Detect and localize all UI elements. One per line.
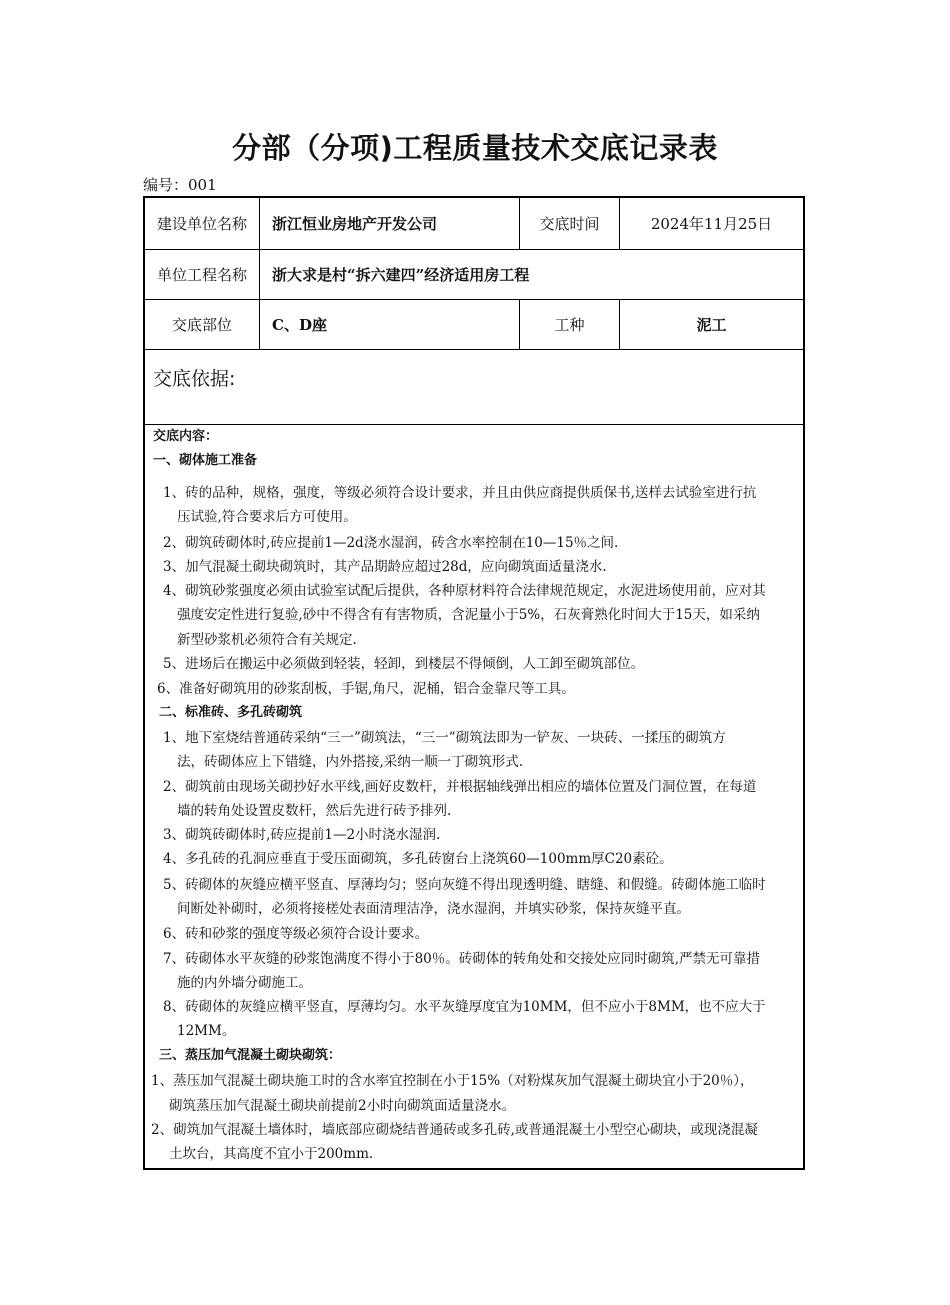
project-label: 单位工程名称: [145, 250, 260, 299]
list-item: 1、地下室烧结普通砖采纳“三一”砌筑法，“三一”砌筑法即为一铲灰、一块砖、一揉压的砌筑方: [163, 730, 726, 746]
list-item: 4、多孔砖的孔洞应垂直于受压面砌筑，多孔砖窗台上浇筑60—100mm厚C20素砼。: [163, 851, 673, 867]
list-item: 1、蒸压加气混凝土砌块施工时的含水率宜控制在小于15%（对粉煤灰加气混凝土砌块宜小于20％），: [151, 1073, 754, 1089]
list-item: 6、砖和砂浆的强度等级必须符合设计要求。: [163, 926, 429, 942]
list-item-continuation: 新型砂浆机必须符合有关规定.: [177, 632, 357, 648]
builder-label: 建设单位名称: [145, 198, 260, 249]
list-item-continuation: 12MM。: [177, 1023, 236, 1039]
list-item-continuation: 间断处补砌时，必须将接槎处表面清理洁净，浇水湿润，并填实砂浆，保持灰缝平直。: [177, 901, 690, 917]
time-value: 2024年11月25日: [650, 215, 773, 233]
list-item-continuation: 施的内外墙分砌施工。: [177, 975, 312, 991]
list-item-continuation: 砌筑蒸压加气混凝土砌块前提前2小时向砌筑面适量浇水。: [169, 1098, 516, 1114]
basis-row: [145, 350, 803, 425]
builder-value: 浙江恒业房地产开发公司: [260, 198, 520, 249]
part-label: 交底部位: [145, 300, 260, 349]
section-heading: 三、蒸压加气混凝土砌块砌筑：: [159, 1048, 342, 1063]
time-label: 交底时间: [520, 198, 620, 249]
list-item: 2、砌筑前由现场关砌抄好水平线,画好皮数杆，并根据轴线弹出相应的墙体位置及门洞位置，在每道: [163, 779, 757, 795]
list-item: 4、砌筑砂浆强度必须由试验室试配后提供，各种原材料符合法律规范规定，水泥进场使用前，应对其: [163, 583, 766, 599]
record-table: [143, 196, 805, 1170]
trade-label: 工种: [520, 300, 620, 349]
list-item: 3、加气混凝土砌块砌筑时，其产品期龄应超过28d，应向砌筑面适量浇水.: [163, 559, 607, 575]
list-item: 5、进场后在搬运中必须做到轻装，轻卸，到楼层不得倾倒，人工卸至砌筑部位。: [163, 656, 645, 672]
list-item-continuation: 强度安定性进行复验,砂中不得含有有害物质，含泥量小于5%，石灰膏熟化时间大于15天，如采纳: [177, 607, 760, 623]
document-number: 编号：001: [143, 176, 217, 194]
project-value: 浙大求是村“拆六建四”经济适用房工程: [272, 266, 530, 284]
header-row-part: [145, 300, 803, 350]
basis-label: 交底依据:: [153, 368, 236, 390]
list-item: 6、准备好砌筑用的砂浆刮板，手锯,角尺，泥桶，铝合金靠尺等工具。: [157, 681, 575, 697]
list-item-continuation: 法，砖砌体应上下错缝，内外搭接,采纳一顺一丁砌筑形式.: [177, 754, 524, 770]
list-item: 1、砖的品种，规格，强度，等级必须符合设计要求，并且由供应商提供质保书,送样去试验室进行抗: [163, 485, 757, 501]
list-item: 2、砌筑砖砌体时,砖应提前1—2d浇水湿润，砖含水率控制在10—15％之间.: [163, 535, 619, 551]
header-row-builder: [145, 198, 803, 250]
list-item: 8、砖砌体的灰缝应横平竖直，厚薄均匀。水平灰缝厚度宜为10MM，但不应小于8MM，也不应大于: [163, 999, 766, 1015]
list-item-continuation: 压试验,符合要求后方可使用。: [177, 509, 357, 525]
header-row-project: [145, 250, 803, 300]
list-item-continuation: 墙的转角处设置皮数杆，然后先进行砖予排列.: [177, 803, 452, 819]
part-value: C、D座: [260, 300, 520, 349]
content-heading: 交底内容：: [153, 429, 219, 444]
list-item-continuation: 土坎台，其高度不宜小于200mm.: [169, 1146, 374, 1162]
list-item: 3、砌筑砖砌体时,砖应提前1—2小时浇水湿润.: [163, 827, 441, 843]
list-item: 7、砖砌体水平灰缝的砂浆饱满度不得小于80％。砖砌体的转角处和交接处应同时砌筑,严禁无可靠措: [163, 951, 761, 967]
trade-value: 泥工: [696, 316, 727, 334]
list-item: 5、砖砌体的灰缝应横平竖直、厚薄均匀；竖向灰缝不得出现透明缝、瞎缝、和假缝。砖砌体施工临时: [163, 877, 766, 893]
section-heading: 二、标准砖、多孔砖砌筑: [159, 705, 303, 720]
list-item: 2、砌筑加气混凝土墙体时，墙底部应砌烧结普通砖或多孔砖,或普通混凝土小型空心砌块，或现浇混凝: [151, 1122, 758, 1138]
page-title: 分部（分项)工程质量技术交底记录表: [232, 131, 718, 165]
section-heading: 一、砌体施工准备: [153, 453, 258, 468]
